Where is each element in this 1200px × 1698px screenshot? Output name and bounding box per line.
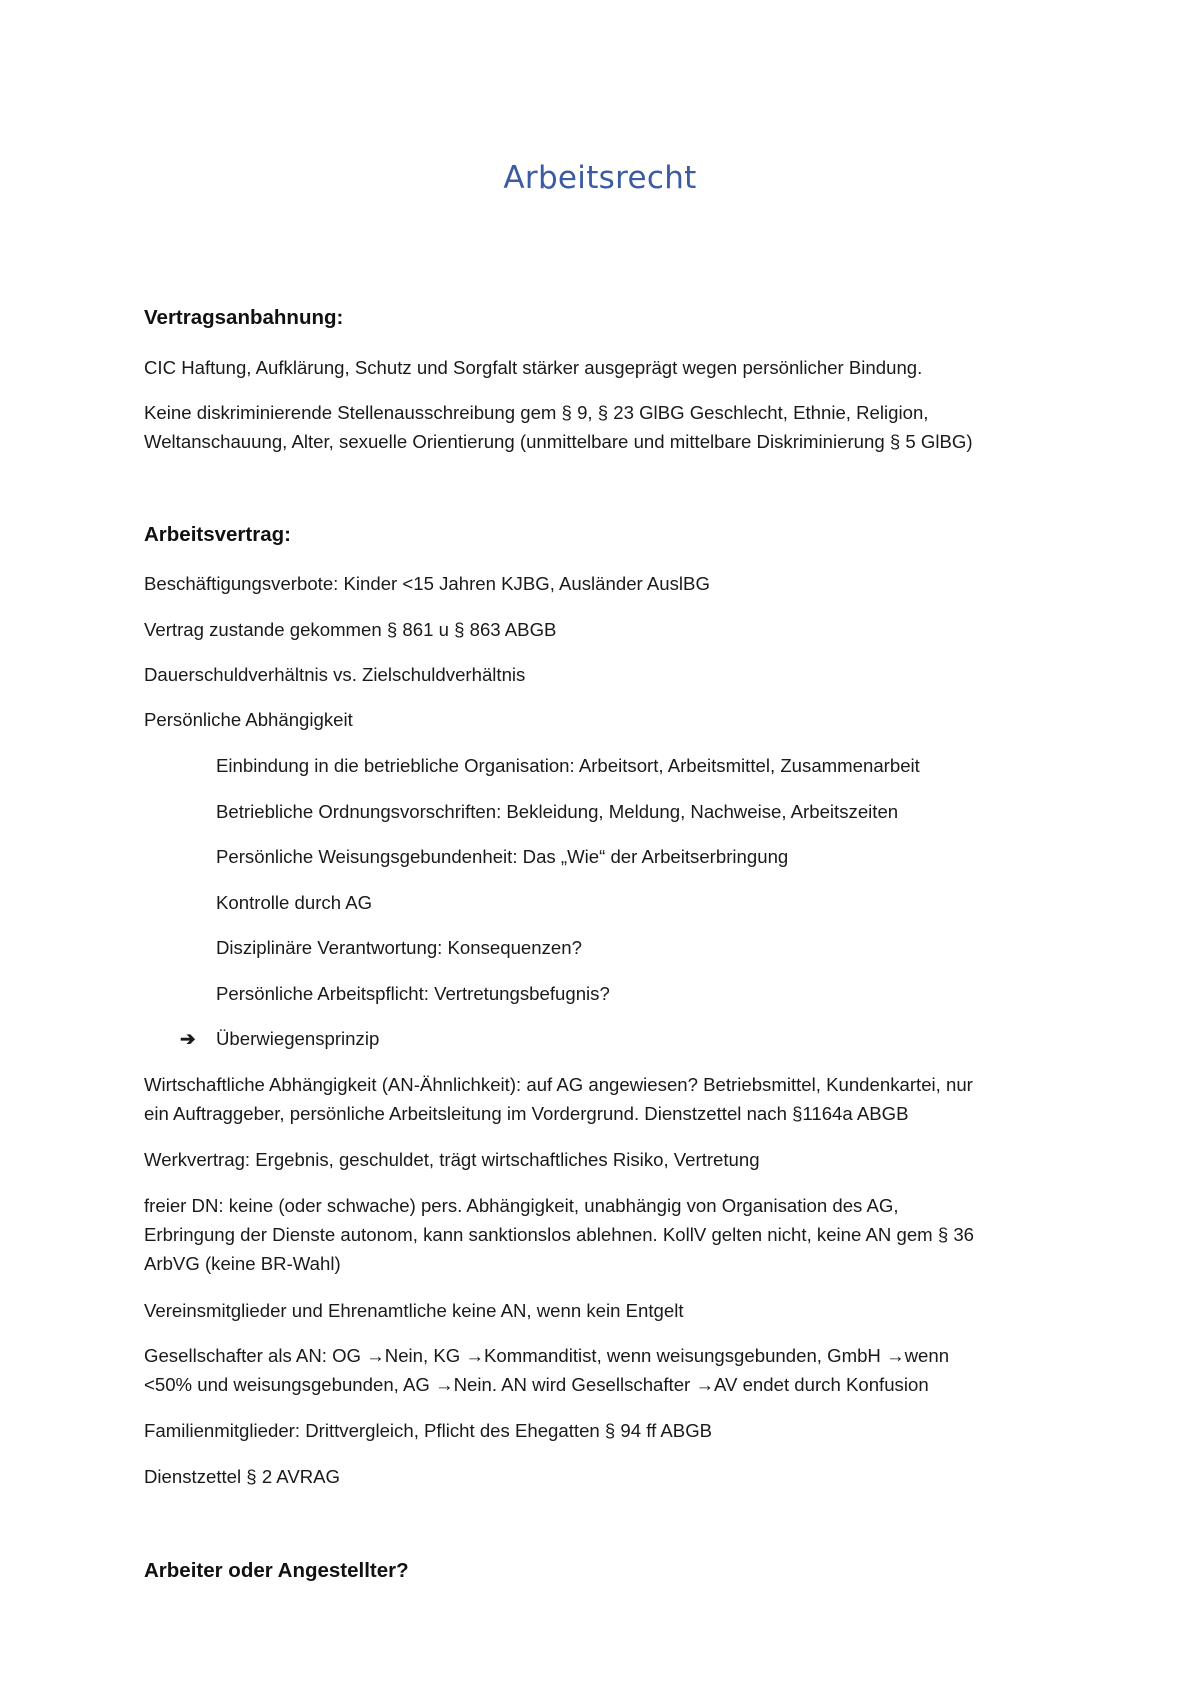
sub-item-ordnungsvorschriften: Betriebliche Ordnungsvorschriften: Bekleidung, Meldung, Nachweise, Arbeitszeiten	[216, 801, 899, 822]
paragraph-werkvertrag: Werkvertrag: Ergebnis, geschuldet, trägt wirtschaftliches Risiko, Vertretung	[144, 1149, 760, 1170]
paragraph-freier-dn-line-3: ArbVG (keine BR-Wahl)	[144, 1253, 341, 1274]
paragraph-freier-dn-line-1: freier DN: keine (oder schwache) pers. Abhängigkeit, unabhängig von Organisation des AG,	[144, 1195, 899, 1216]
page-title: Arbeitsrecht	[503, 160, 697, 196]
sub-item-einbindung: Einbindung in die betriebliche Organisation: Arbeitsort, Arbeitsmittel, Zusammenarbeit	[216, 755, 920, 776]
section-heading-arbeitsvertrag: Arbeitsvertrag:	[144, 523, 291, 546]
paragraph-vereinsmitglieder: Vereinsmitglieder und Ehrenamtliche keine AN, wenn kein Entgelt	[144, 1300, 684, 1321]
section-heading-arbeiter-oder-angestellter: Arbeiter oder Angestellter?	[144, 1559, 409, 1582]
paragraph-familienmitglieder: Familienmitglieder: Drittvergleich, Pflicht des Ehegatten § 94 ff ABGB	[144, 1420, 713, 1441]
section-heading-vertragsanbahnung: Vertragsanbahnung:	[144, 306, 344, 329]
paragraph-persoenliche-abhaengigkeit: Persönliche Abhängigkeit	[144, 709, 353, 730]
arrow-item-ueberwiegensprinzip	[180, 1024, 379, 1053]
sub-item-kontrolle: Kontrolle durch AG	[216, 892, 373, 913]
paragraph-wirtschaftliche-abhaengigkeit-line-2: ein Auftraggeber, persönliche Arbeitsleitung im Vordergrund. Dienstzettel nach §1164a ABGB	[144, 1103, 909, 1124]
arrow-item-label: Überwiegensprinzip	[216, 1028, 380, 1049]
arrow-right-icon: ➔	[180, 1028, 196, 1049]
paragraph-freier-dn-line-2: Erbringung der Dienste autonom, kann sanktionslos ablehnen. KollV gelten nicht, keine AN gem § 36	[144, 1224, 975, 1245]
sub-item-disziplinaere-verantwortung: Disziplinäre Verantwortung: Konsequenzen?	[216, 937, 582, 958]
paragraph-dienstzettel: Dienstzettel § 2 AVRAG	[144, 1466, 341, 1487]
paragraph-dauerschuldverhaeltnis: Dauerschuldverhältnis vs. Zielschuldverhältnis	[144, 664, 526, 685]
paragraph-wirtschaftliche-abhaengigkeit-line-1: Wirtschaftliche Abhängigkeit (AN-Ähnlichkeit): auf AG angewiesen? Betriebsmittel, Kundenkartei, nur	[144, 1074, 973, 1095]
paragraph-vertrag-zustande: Vertrag zustande gekommen § 861 u § 863 ABGB	[144, 619, 557, 640]
paragraph-beschaeftigungsverbote: Beschäftigungsverbote: Kinder <15 Jahren KJBG, Ausländer AuslBG	[144, 573, 710, 594]
paragraph-diskriminierung-line-2: Weltanschauung, Alter, sexuelle Orientierung (unmittelbare und mittelbare Diskriminierung § 5 GlBG)	[144, 431, 973, 452]
paragraph-diskriminierung-line-1: Keine diskriminierende Stellenausschreibung gem § 9, § 23 GlBG Geschlecht, Ethnie, Religion,	[144, 402, 929, 423]
sub-item-arbeitspflicht: Persönliche Arbeitspflicht: Vertretungsbefugnis?	[216, 983, 610, 1004]
sub-item-weisungsgebundenheit: Persönliche Weisungsgebundenheit: Das „Wie“ der Arbeitserbringung	[216, 846, 789, 867]
paragraph-gesellschafter-line-1: Gesellschafter als AN: OG →Nein, KG →Kommanditist, wenn weisungsgebunden, GmbH →wenn	[144, 1345, 950, 1366]
paragraph-cic-haftung: CIC Haftung, Aufklärung, Schutz und Sorgfalt stärker ausgeprägt wegen persönlicher Bindung.	[144, 357, 923, 378]
paragraph-gesellschafter-line-2: <50% und weisungsgebunden, AG →Nein. AN wird Gesellschafter →AV endet durch Konfusion	[144, 1374, 929, 1395]
